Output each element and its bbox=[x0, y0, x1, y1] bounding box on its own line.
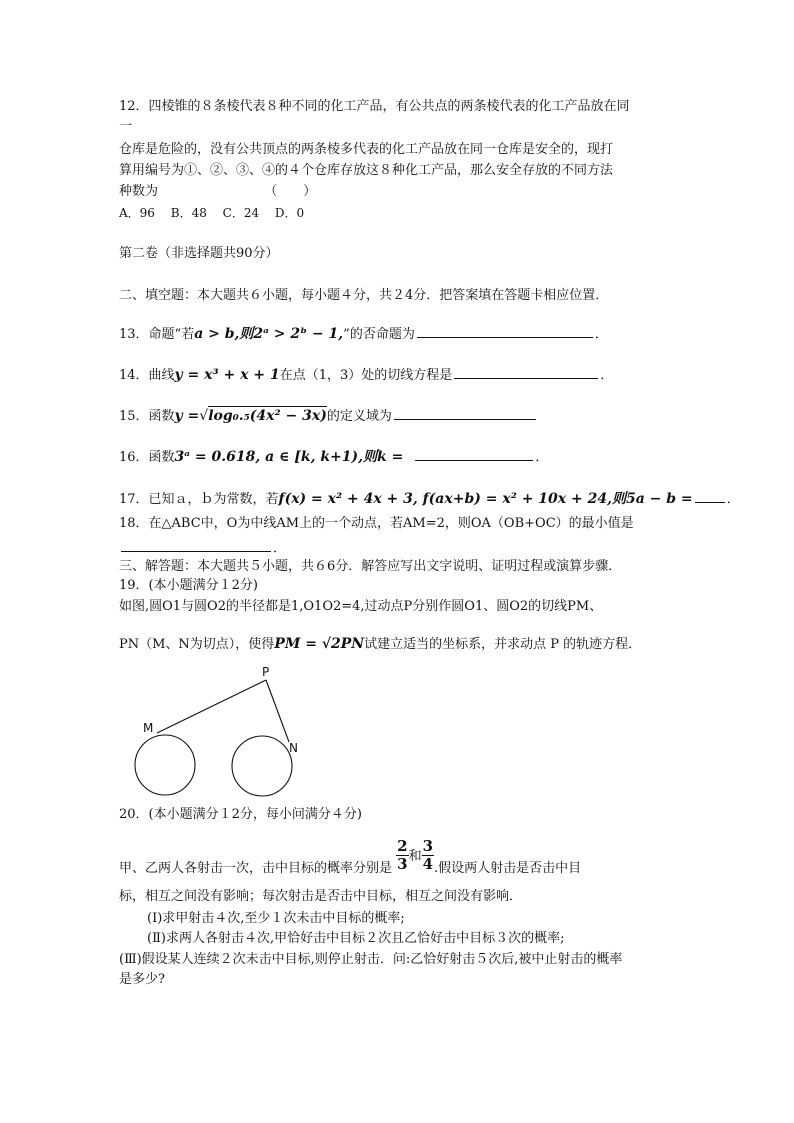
section2-heading: 二、填空题：本大题共６小题，每小题４分，共２4分．把答案填在答题卡相应位置． bbox=[119, 288, 609, 303]
q20-line1 bbox=[119, 837, 582, 878]
q15-formula-radicand: log₀.₅(4x² − 3x) bbox=[208, 408, 327, 424]
q12-line3: 算用编号为①、②、③、④的４个仓库存放这８种化工产品，那么安全存放的不同方法 bbox=[119, 163, 614, 178]
q14-formula: y = x³ + x + 1 bbox=[174, 367, 280, 383]
q16-formula: 3ᵃ = 0.618, a ∈ [k, k+1),则k = bbox=[174, 449, 404, 465]
q20-line1-suffix: .假设两人射击是否击中目 bbox=[434, 861, 582, 876]
q20-title: 20．(本小题满分１2分，每小问满分４分) bbox=[119, 807, 362, 822]
q17 bbox=[119, 488, 740, 509]
label-p: P bbox=[262, 665, 270, 679]
q20-part2: (Ⅱ)求两人各射击４次,甲恰好击中目标２次且乙恰好击中目标３次的概率; bbox=[147, 931, 565, 946]
part2-title: 第二卷（非选择题共90分） bbox=[119, 246, 279, 261]
fraction-2-3 bbox=[396, 838, 408, 873]
q15-answer-blank[interactable] bbox=[394, 405, 536, 420]
q12-line1: 12．四棱锥的８条棱代表８种不同的化工产品，有公共点的两条棱代表的化工产品放在同 bbox=[119, 99, 630, 114]
circle-o2 bbox=[232, 736, 292, 796]
q16-answer-blank[interactable] bbox=[415, 446, 533, 461]
section3-heading: 三、解答题：本大题共５小题，共６6分．解答应写出文字说明、证明过程或演算步骤． bbox=[119, 559, 622, 574]
q16-suffix: ． bbox=[535, 450, 549, 465]
q19-formula: PM = √2PN bbox=[274, 636, 365, 652]
q18-line2 bbox=[119, 537, 286, 558]
tangent-pm bbox=[157, 680, 266, 733]
q19-line2-prefix: PN（M、N为切点），使得 bbox=[119, 637, 275, 652]
q13-formula: a > b,则2ᵃ > 2ᵇ − 1, bbox=[194, 326, 344, 342]
q17-answer-blank[interactable] bbox=[695, 488, 725, 503]
q15-prefix: 15．函数 bbox=[119, 409, 175, 424]
q17-suffix: ． bbox=[726, 492, 740, 507]
q19-line2-suffix: 试建立适当的坐标系，并求动点 P 的轨迹方程． bbox=[364, 637, 642, 652]
circle-o1 bbox=[135, 735, 195, 795]
q20-part3-line2: 是多少? bbox=[119, 972, 165, 987]
q12-line4 bbox=[119, 183, 316, 201]
q20-line2: 标，相互之间没有影响；每次射击是否击中目标，相互之间没有影响． bbox=[119, 889, 523, 904]
fraction-3-4 bbox=[422, 838, 434, 873]
q12-line2: 仓库是危险的，没有公共顶点的两条棱多代表的化工产品放在同一仓库是安全的，现打 bbox=[119, 142, 614, 157]
q12-line1b: 一 bbox=[119, 119, 133, 134]
q13-suffix: ”的否命题为 bbox=[343, 327, 415, 342]
q15-suffix: 的定义域为 bbox=[326, 409, 392, 424]
q16-prefix: 16．函数 bbox=[119, 450, 175, 465]
q20-line1-prefix: 甲、乙两人各射击一次，击中目标的概率分别是 bbox=[119, 861, 393, 876]
q19-title: 19．(本小题满分１2分) bbox=[119, 578, 258, 593]
q18-answer-blank[interactable] bbox=[121, 537, 271, 552]
q20-and: 和 bbox=[408, 849, 422, 864]
q17-prefix: 17．已知ａ，ｂ为常数，若 bbox=[119, 492, 279, 507]
q14-answer-blank[interactable] bbox=[454, 364, 598, 379]
q20-part3-line1: (Ⅲ)假设某人连续２次未击中目标,则停止射击．问:乙恰好射击５次后,被中止射击的概率 bbox=[119, 952, 623, 967]
q12-answer-paren: （ ） bbox=[264, 184, 317, 199]
label-n: N bbox=[289, 741, 298, 755]
q13: 13．命题“若a > b,则2ᵃ > 2ᵇ − 1,”的否命题为 ． bbox=[119, 323, 608, 344]
q15-formula-lhs: y = bbox=[174, 408, 200, 424]
q14-suffix: 在点（1，3）处的切线方程是 bbox=[279, 368, 453, 383]
q18-line1: 18．在△ABC中，O为中线AM上的一个动点，若AM=2，则OA（OB+OC）的最小值是 bbox=[119, 516, 634, 531]
frac2-denominator: 4 bbox=[422, 855, 434, 873]
tangent-pn bbox=[266, 680, 289, 742]
frac1-denominator: 3 bbox=[397, 855, 408, 873]
q12-line4-text: 种数为 bbox=[119, 184, 159, 199]
q19-line1: 如图,圆O1与圆O2的半径都是1,O1O2=4,过动点P分别作圆O1、圆O2的切线PM、 bbox=[119, 599, 603, 614]
q14: 14．曲线y = x³ + x + 1在点（1，3）处的切线方程是 ． bbox=[119, 364, 613, 385]
q17-formula: f(x) = x² + 4x + 3, f(ax+b) = x² + 10x + 24,则5a − b = bbox=[278, 491, 693, 507]
q12-options: A．96 B．48 C．24 D．0 bbox=[119, 206, 305, 220]
label-m: M bbox=[143, 721, 154, 735]
q13-answer-blank[interactable] bbox=[417, 323, 593, 338]
q20-part1: (Ⅰ)求甲射击４次,至少１次未击中目标的概率; bbox=[147, 911, 405, 926]
frac1-numerator: 2 bbox=[397, 837, 408, 855]
q13-prefix: 13．命题“若 bbox=[119, 327, 195, 342]
q14-prefix: 14．曲线 bbox=[119, 368, 175, 383]
q19-line2 bbox=[119, 635, 641, 654]
q18-suffix: ． bbox=[273, 541, 287, 556]
q16 bbox=[119, 446, 548, 467]
frac2-numerator: 3 bbox=[422, 837, 434, 855]
q15 bbox=[119, 405, 538, 426]
sqrt-icon: √ bbox=[199, 408, 209, 424]
